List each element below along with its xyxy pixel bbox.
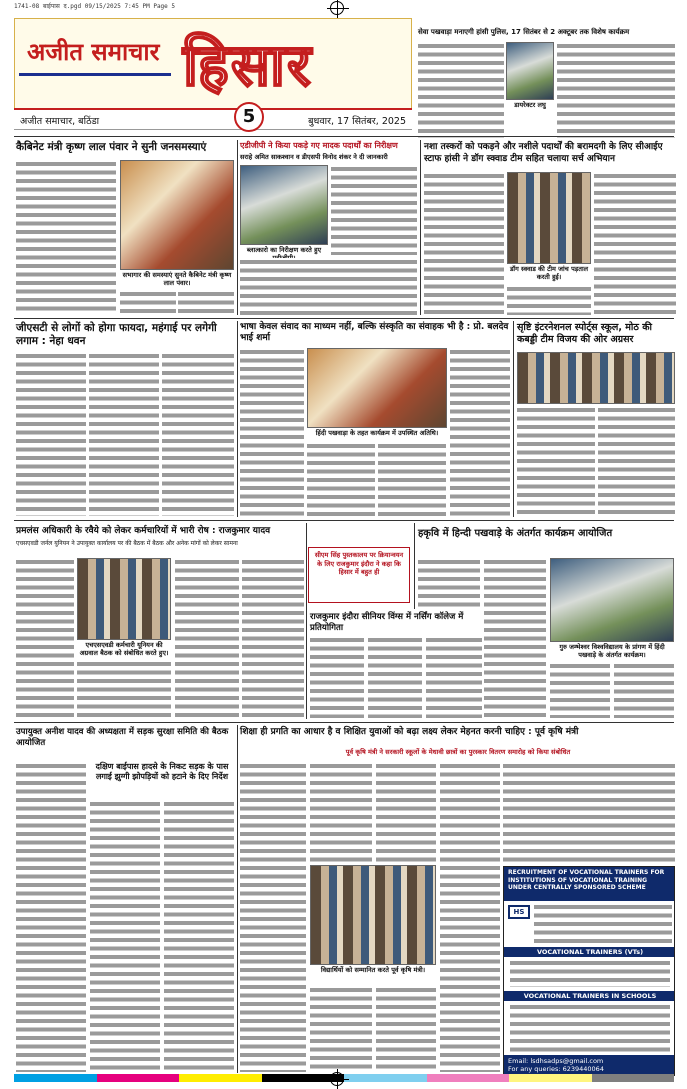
article-body [376, 762, 436, 862]
subheadline-story-2: सराहे अमित साकश्वान व डीएसपी विनोद शंकर ने दी जानकारी [240, 153, 388, 161]
article-body [307, 442, 375, 518]
color-swatch [427, 1074, 510, 1082]
registration-mark-icon [330, 1, 344, 15]
ad-phone: For any queries: 6239440064 [508, 1065, 604, 1073]
article-body [426, 636, 482, 718]
ad-email[interactable]: lsdhsadps@gmail.com [530, 1057, 604, 1065]
photo-caption: गुरु जम्भेश्वर विश्वविद्यालय के प्रांगण में हिंदी पखवाड़े के अंतर्गत कार्यक्रम। [550, 643, 674, 659]
headline-story-5: भाषा केवल संवाद का माध्यम नहीं, बल्कि संस्कृति का संवाहक भी है : प्रो. बलदेव भाई शर्मा [240, 322, 509, 343]
color-swatch [179, 1074, 262, 1082]
article-body [310, 636, 364, 718]
headline-story-8: राजकुमार इंदौरा सीनियर विंग्स में नर्सिंग कॉलेज में प्रतियोगिता [310, 612, 464, 633]
article-body [550, 662, 610, 718]
headline-story-11: शिक्षा ही प्रगति का आधार है व शिक्षित युवाओं को बढ़ा लक्ष्य लेकर मेहनत करनी चाहिए : पूर्व कृषि मंत्री [240, 727, 579, 737]
headline-story-7: प्रमलंस अधिकारी के रवैये को लेकर कर्मचारियों में भारी रोष : राजकुमार यादव [16, 526, 271, 536]
ad-band-vocational-trainers: VOCATIONAL TRAINERS (VTs) [504, 947, 675, 957]
article-body [598, 406, 675, 518]
color-swatch [97, 1074, 180, 1082]
headline-story-1: कैबिनेट मंत्री कृष्ण लाल पंवार ने सुनी जनसमस्याएं [16, 141, 207, 153]
article-body [90, 800, 160, 1072]
article-body [440, 762, 500, 1072]
article-photo [307, 348, 447, 428]
color-swatch [344, 1074, 427, 1082]
photo-caption: एचएसएवडी कर्मचारी यूनियन की अग्रवाल बैठक को संबोधित करते हुए। [77, 641, 171, 657]
divider [414, 523, 415, 609]
article-body [484, 558, 546, 718]
headline-top-right: सेवा पखवाड़ा मनाएगी हांसी पुलिस, 17 सितंबर से 2 अक्टूबर तक विशेष कार्यक्रम [418, 28, 630, 36]
article-body [507, 285, 591, 315]
divider [237, 725, 238, 1073]
article-body [164, 800, 234, 1072]
article-body [557, 42, 675, 138]
article-body [120, 290, 176, 315]
article-body [368, 636, 422, 718]
photo-caption: ब्लात्कारो का निरीक्षण करते हुए [240, 246, 328, 262]
article-body [89, 352, 159, 516]
divider [14, 136, 674, 137]
divider [237, 321, 238, 517]
color-swatch [509, 1074, 592, 1082]
divider [306, 523, 307, 719]
article-photo [120, 160, 234, 270]
article-photo [507, 172, 591, 264]
article-body [376, 986, 436, 1072]
ad-course-list [510, 959, 670, 987]
ad-title: RECRUITMENT OF VOCATIONAL TRAINERS FOR INSTITUTIONS OF VOCATIONAL TRAINING UNDER CENTRALLY SPONSORED SCHEME [504, 867, 675, 901]
article-photo [240, 165, 328, 245]
issue-date: बुधवार, 17 सितंबर, 2025 [308, 116, 406, 127]
article-photo [77, 558, 171, 640]
article-body [503, 762, 675, 862]
article-body [310, 762, 372, 862]
photo-caption: डॉग स्क्वाड की टीम जांच पड़ताल करती हुई। [507, 265, 591, 281]
color-swatch [592, 1074, 675, 1082]
pull-quote: सीएम सिंह पुस्तकालय पर क्रियान्वयन के लिए राजकुमार इंदौरा ने कहा कि हिसार में बहुत ही [308, 547, 410, 603]
article-body [16, 558, 74, 718]
ad-body-text [534, 903, 672, 943]
article-body [16, 352, 86, 516]
article-body [162, 352, 234, 516]
article-body [517, 406, 595, 518]
registration-mark-icon [330, 1072, 344, 1086]
divider [237, 140, 238, 315]
photo-caption: हिंदी पखवाड़ा के तहत कार्यक्रम में उपस्थित अतिथि। [307, 429, 447, 437]
print-color-bar [14, 1074, 674, 1082]
photo-caption: सभागार की समस्याएं सुनते कैबिनेट मंत्री कृष्ण लाल पंवार। [120, 271, 234, 287]
article-body [240, 258, 417, 315]
print-slug: 1741-08 बाईपास द.pgd 09/15/2025 7:45 PM Page 5 [14, 3, 176, 10]
article-body [242, 558, 304, 718]
article-body [614, 662, 674, 718]
brand-name: अजीत समाचार [27, 37, 160, 66]
article-body [418, 42, 504, 138]
headline-story-9: हकृवि में हिन्दी पखवाड़े के अंतर्गत कार्यक्रम आयोजित [418, 528, 613, 539]
article-body [240, 348, 304, 518]
article-body [378, 442, 446, 518]
headline-story-6: सृष्टि इंटरनेशनल स्पोर्ट्स स्कूल, मोठ की कबड्डी टीम विजय की ओर अग्रसर [517, 322, 652, 345]
article-body [450, 348, 510, 518]
article-body [175, 558, 239, 718]
headline-story-10: उपायुक्त अनीश यादव की अध्यक्षता में सड़क सुरक्षा समिति की बैठक आयोजित [16, 727, 229, 748]
recruitment-advertisement [503, 866, 675, 1076]
page-title: हिसार [183, 31, 313, 99]
ad-contact-footer [504, 1055, 675, 1075]
ad-band-schools: VOCATIONAL TRAINERS IN SCHOOLS [504, 991, 675, 1001]
brand-logo [19, 29, 169, 113]
headline-story-4: जीएसटी से लोगों को होगा फायदा, महंगाई पर लगेगी लगाम : नेहा धवन [16, 322, 217, 347]
edition-label: अजीत समाचार, बठिंडा [20, 116, 100, 127]
ad-course-list [510, 1003, 670, 1053]
article-body [240, 762, 306, 1072]
subheadline-story-7: एचसएवडी जर्नल युनियन ने उपायुक्त कार्यालय पर की बैठक में बैठक और अनेक मांगों को लेकर सामना [16, 540, 238, 547]
divider [513, 321, 514, 517]
divider [14, 318, 674, 319]
article-photo [310, 865, 436, 965]
ad-logo-icon: HS [508, 905, 530, 919]
headline-story-3: नशा तस्करों को पकड़ने और नशीले पदार्थों की बरामदगी के लिए सीआईए स्टाफ हांसी ने डॉग स्क्वाड टीम सहित चलाया सर्च अभियान [424, 142, 663, 164]
color-swatch [14, 1074, 97, 1082]
subheadline-story-11: पूर्व कृषि मंत्री ने सरकारी स्कूलों के मेधावी छात्रों का पुरस्कार वितरण समारोह को किया संबोधित [345, 748, 571, 756]
article-photo [517, 352, 675, 404]
article-body [424, 172, 504, 315]
photo-caption: डायरेक्टर लघु [506, 101, 554, 109]
page-number: 5 [234, 102, 264, 132]
subheadline-story-10: दक्षिण बाईपास हादसे के निकट सड़क के पास लगाई झुग्गी झोपड़ियों को हटाने के दिए निर्देश [95, 762, 229, 781]
divider [420, 140, 421, 315]
article-body [418, 558, 480, 608]
article-body [594, 172, 676, 315]
ad-email-label: Email: [508, 1057, 529, 1065]
article-photo [550, 558, 674, 642]
article-body [16, 160, 116, 315]
edition-bar [14, 108, 412, 130]
article-body [16, 762, 86, 1072]
article-body [178, 290, 234, 315]
photo-caption: विद्यार्थियों को सम्मानित करते पूर्व कृषि मंत्री। [310, 966, 436, 974]
divider [14, 520, 674, 521]
article-body [310, 986, 372, 1072]
headline-story-2: एडीजीपी ने किया पकड़े गए मादक पदार्थों का निरीक्षण [240, 141, 398, 150]
divider [14, 722, 674, 723]
article-body [331, 165, 417, 255]
brand-underline [19, 73, 171, 76]
article-body [77, 660, 171, 718]
article-photo [506, 42, 554, 100]
